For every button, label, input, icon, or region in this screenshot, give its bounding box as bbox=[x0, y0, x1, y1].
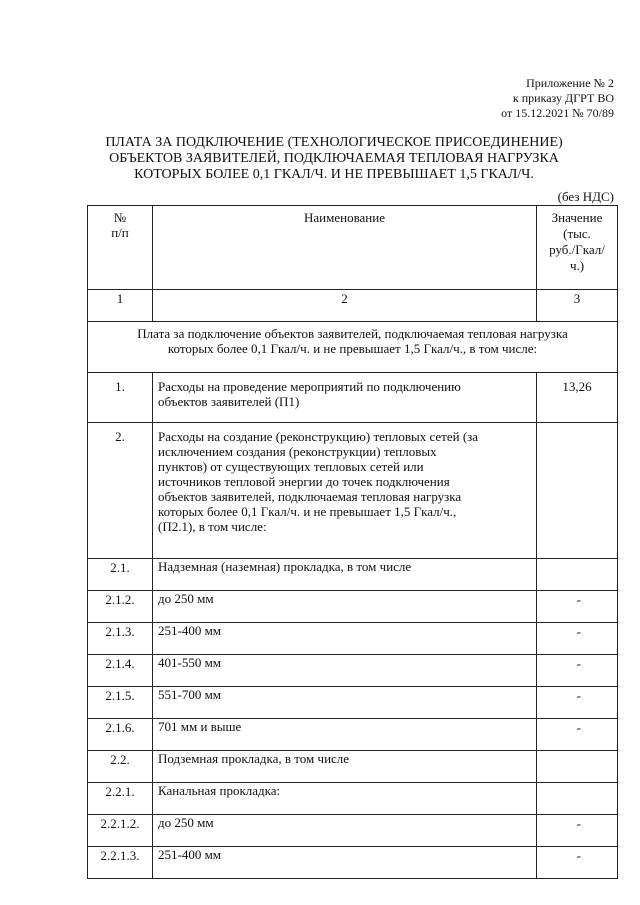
table-row bbox=[88, 687, 618, 719]
header-cell-value: Значение (тыс. руб./Гкал/ ч.) bbox=[537, 206, 618, 290]
appendix-header bbox=[501, 76, 614, 121]
table-row bbox=[88, 423, 618, 559]
section-row bbox=[88, 322, 618, 373]
table-row bbox=[88, 783, 618, 815]
table-row bbox=[88, 373, 618, 423]
appendix-line-1: Приложение № 2 bbox=[526, 76, 614, 90]
row-name: Расходы на проведение мероприятий по подключению объектов заявителей (П1) bbox=[153, 373, 537, 423]
row-number: 2. bbox=[88, 423, 153, 559]
row-name: 401-550 мм bbox=[153, 655, 537, 687]
row-name: Надземная (наземная) прокладка, в том числе bbox=[153, 559, 537, 591]
row-number: 2.1.2. bbox=[88, 591, 153, 623]
header-cell-name: Наименование bbox=[153, 206, 537, 290]
row-value: - bbox=[537, 719, 618, 751]
row-name: Канальная прокладка: bbox=[153, 783, 537, 815]
row-number: 2.1. bbox=[88, 559, 153, 591]
row-name: 551-700 мм bbox=[153, 687, 537, 719]
column-index-1: 1 bbox=[88, 290, 153, 322]
unit-note: (без НДС) bbox=[557, 189, 614, 204]
row-value: - bbox=[537, 623, 618, 655]
table-row bbox=[88, 815, 618, 847]
row-value: 13,26 bbox=[537, 373, 618, 423]
column-index-row bbox=[88, 290, 618, 322]
row-name: 251-400 мм bbox=[153, 847, 537, 879]
appendix-line-2: к приказу ДГРТ ВО bbox=[512, 91, 614, 105]
table-row bbox=[88, 719, 618, 751]
column-index-2: 2 bbox=[153, 290, 537, 322]
table-row bbox=[88, 847, 618, 879]
row-number: 1. bbox=[88, 373, 153, 423]
row-value bbox=[537, 783, 618, 815]
row-value bbox=[537, 423, 618, 559]
row-number: 2.1.6. bbox=[88, 719, 153, 751]
table-row bbox=[88, 591, 618, 623]
header-cell-number: № п/п bbox=[88, 206, 153, 290]
row-name: до 250 мм bbox=[153, 591, 537, 623]
table-header-row bbox=[88, 206, 618, 290]
row-name: 251-400 мм bbox=[153, 623, 537, 655]
title-line-1: ПЛАТА ЗА ПОДКЛЮЧЕНИЕ (ТЕХНОЛОГИЧЕСКОЕ ПРИСОЕДИНЕНИЕ) bbox=[105, 135, 563, 150]
table-row bbox=[88, 655, 618, 687]
column-index-3: 3 bbox=[537, 290, 618, 322]
section-cell: Плата за подключение объектов заявителей, подключаемая тепловая нагрузка которых более 0,1 Гкал/ч. и не превышает 1,5 Гкал/ч., в том числе: bbox=[88, 322, 618, 373]
row-number: 2.1.3. bbox=[88, 623, 153, 655]
row-value: - bbox=[537, 655, 618, 687]
table-row bbox=[88, 559, 618, 591]
row-number: 2.2.1.2. bbox=[88, 815, 153, 847]
row-name: Подземная прокладка, в том числе bbox=[153, 751, 537, 783]
row-number: 2.1.4. bbox=[88, 655, 153, 687]
table-row bbox=[88, 623, 618, 655]
row-number: 2.1.5. bbox=[88, 687, 153, 719]
appendix-line-3: от 15.12.2021 № 70/89 bbox=[501, 106, 614, 120]
row-value: - bbox=[537, 591, 618, 623]
title-line-3: КОТОРЫХ БОЛЕЕ 0,1 ГКАЛ/Ч. И НЕ ПРЕВЫШАЕТ 1,5 ГКАЛ/Ч. bbox=[134, 167, 534, 182]
row-number: 2.2. bbox=[88, 751, 153, 783]
row-name: Расходы на создание (реконструкцию) тепловых сетей (за исключением создания (реконструкции) тепловых пунктов) от существующих тепловых сетей или источников тепловой энергии до точек подключения объектов заявителей, подключаемая тепловая нагрузка которых более 0,1 Гкал/ч. и не превышает 1,5 Гкал/ч., (П2.1), в том числе: bbox=[153, 423, 537, 559]
row-value: - bbox=[537, 815, 618, 847]
row-value bbox=[537, 751, 618, 783]
table-row bbox=[88, 751, 618, 783]
document-title bbox=[60, 135, 608, 183]
tariff-table bbox=[87, 205, 618, 879]
row-value: - bbox=[537, 687, 618, 719]
row-value: - bbox=[537, 847, 618, 879]
row-name: до 250 мм bbox=[153, 815, 537, 847]
row-name: 701 мм и выше bbox=[153, 719, 537, 751]
row-number: 2.2.1.3. bbox=[88, 847, 153, 879]
title-line-2: ОБЪЕКТОВ ЗАЯВИТЕЛЕЙ, ПОДКЛЮЧАЕМАЯ ТЕПЛОВАЯ НАГРУЗКА bbox=[109, 151, 559, 166]
row-value bbox=[537, 559, 618, 591]
row-number: 2.2.1. bbox=[88, 783, 153, 815]
